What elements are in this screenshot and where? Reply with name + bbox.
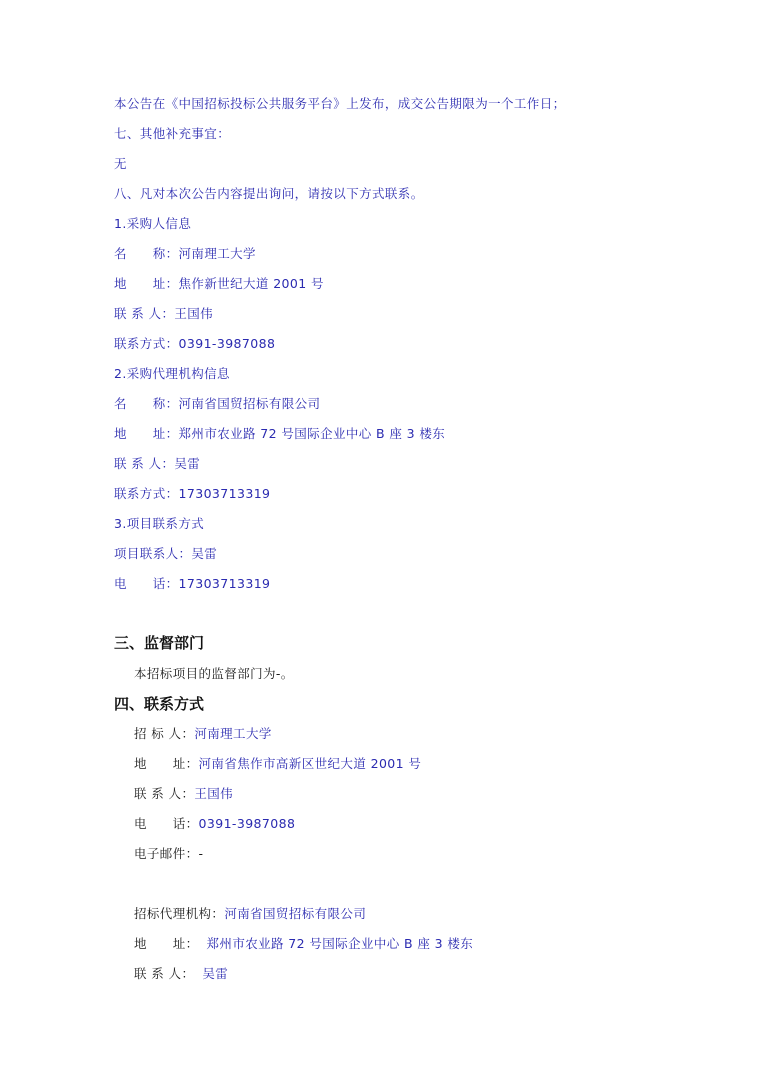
tenderer-label: 招 标 人： bbox=[134, 726, 195, 741]
tenderer-address-label: 地 址： bbox=[134, 756, 199, 771]
agency-contact-address-label: 地 址： bbox=[134, 936, 199, 951]
agency-contact-address: 郑州市农业路 72 号国际企业中心 B 座 3 楼东 bbox=[206, 936, 474, 951]
purchaser-name-row bbox=[114, 246, 256, 262]
agency-address: 郑州市农业路 72 号国际企业中心 B 座 3 楼东 bbox=[178, 426, 446, 441]
tenderer-contact-row bbox=[134, 786, 233, 802]
purchaser-phone-label: 联系方式： bbox=[114, 336, 179, 351]
agency-contact-person-row bbox=[134, 966, 228, 982]
agency-contact-label: 联 系 人： bbox=[114, 456, 175, 471]
section-7-value: 无 bbox=[114, 156, 127, 171]
agency-address-row bbox=[114, 426, 445, 442]
section-8-title: 八、凡对本次公告内容提出询问，请按以下方式联系。 bbox=[114, 186, 424, 201]
agency-phone: 17303713319 bbox=[178, 486, 271, 501]
tenderer-name: 河南理工大学 bbox=[194, 726, 272, 741]
tenderer-email: - bbox=[198, 846, 204, 861]
agency-contact-person-label: 联 系 人： bbox=[134, 966, 195, 981]
purchaser-address-row bbox=[114, 276, 324, 292]
tenderer-email-label: 电子邮件： bbox=[134, 846, 199, 861]
agency-heading: 2.采购代理机构信息 bbox=[114, 366, 230, 381]
agency-contact-row bbox=[114, 456, 200, 472]
agency-name-label: 名 称： bbox=[114, 396, 179, 411]
purchaser-phone: 0391-3987088 bbox=[178, 336, 276, 351]
agency-contact-name: 河南省国贸招标有限公司 bbox=[224, 906, 367, 921]
purchaser-contact-row bbox=[114, 306, 213, 322]
purchaser-contact-label: 联 系 人： bbox=[114, 306, 175, 321]
purchaser-phone-row bbox=[114, 336, 275, 352]
supervision-heading: 三、监督部门 bbox=[114, 634, 205, 652]
purchaser-address-label: 地 址： bbox=[114, 276, 179, 291]
project-contact-phone-row bbox=[114, 576, 270, 592]
publication-notice: 本公告在《中国招标投标公共服务平台》上发布，成交公告期限为一个工作日； bbox=[114, 96, 566, 111]
tenderer-row bbox=[134, 726, 272, 742]
tenderer-address-row bbox=[134, 756, 421, 772]
purchaser-contact: 王国伟 bbox=[174, 306, 214, 321]
tenderer-email-row bbox=[134, 846, 203, 862]
agency-contact-person: 吴雷 bbox=[202, 966, 229, 981]
purchaser-address: 焦作新世纪大道 2001 号 bbox=[178, 276, 324, 291]
project-contact-phone-label: 电 话： bbox=[114, 576, 179, 591]
purchaser-name-label: 名 称： bbox=[114, 246, 179, 261]
agency-name: 河南省国贸招标有限公司 bbox=[178, 396, 321, 411]
agency-phone-row bbox=[114, 486, 270, 502]
purchaser-heading: 1.采购人信息 bbox=[114, 216, 192, 231]
agency-contact-name-label: 招标代理机构： bbox=[134, 906, 225, 921]
project-contact-heading: 3.项目联系方式 bbox=[114, 516, 205, 531]
tenderer-contact: 王国伟 bbox=[194, 786, 234, 801]
project-contact-person-row bbox=[114, 546, 217, 562]
tenderer-contact-label: 联 系 人： bbox=[134, 786, 195, 801]
tenderer-phone: 0391-3987088 bbox=[198, 816, 296, 831]
agency-contact-name-row bbox=[134, 906, 366, 922]
tenderer-phone-label: 电 话： bbox=[134, 816, 199, 831]
project-contact-person-label: 项目联系人： bbox=[114, 546, 192, 561]
section-7-title: 七、其他补充事宜： bbox=[114, 126, 231, 141]
agency-contact: 吴雷 bbox=[174, 456, 201, 471]
project-contact-person: 吴雷 bbox=[191, 546, 218, 561]
agency-contact-address-row bbox=[134, 936, 473, 952]
supervision-text: 本招标项目的监督部门为-。 bbox=[134, 666, 294, 681]
project-contact-phone: 17303713319 bbox=[178, 576, 271, 591]
purchaser-name: 河南理工大学 bbox=[178, 246, 256, 261]
contact-heading: 四、联系方式 bbox=[114, 695, 205, 713]
agency-phone-label: 联系方式： bbox=[114, 486, 179, 501]
tenderer-address: 河南省焦作市高新区世纪大道 2001 号 bbox=[198, 756, 422, 771]
agency-address-label: 地 址： bbox=[114, 426, 179, 441]
agency-name-row bbox=[114, 396, 320, 412]
tenderer-phone-row bbox=[134, 816, 295, 832]
